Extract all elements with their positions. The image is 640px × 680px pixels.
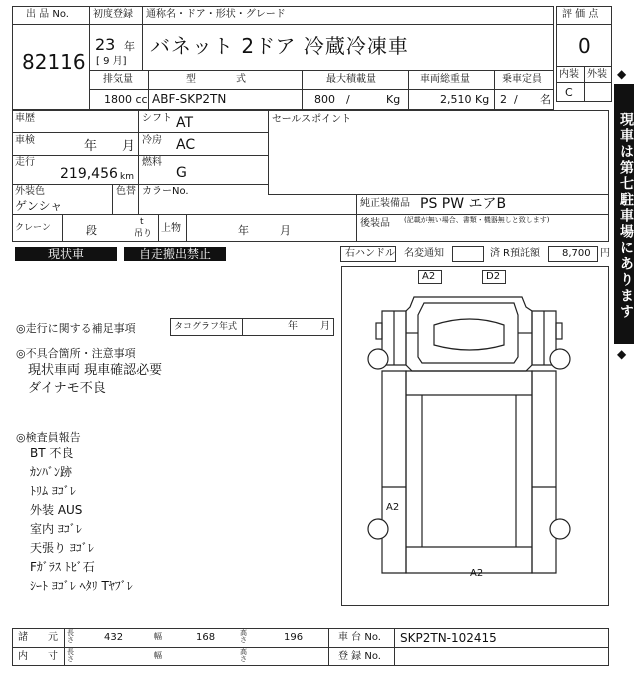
max-load-unit: Kg (386, 93, 401, 106)
interior-grade-label: 内装 (559, 69, 579, 80)
registration-year: 23 (95, 35, 116, 54)
inspection-month-unit: 月 (122, 139, 136, 154)
rating-label: 評 価 点 (562, 9, 599, 20)
inspection-label: 車検 (15, 135, 35, 146)
capacity-value: 2 (500, 93, 507, 106)
ac-value: AC (176, 137, 196, 153)
location-band (614, 84, 634, 344)
damage-diagram (341, 266, 609, 606)
first-registration-label: 初度登録 (93, 9, 133, 20)
color-change-label: 色替 (116, 186, 136, 197)
equipment-label: 純正装備品 (360, 198, 410, 209)
model-label: 型 式 (186, 74, 246, 85)
inspector-heading: ◎検査員報告 (16, 431, 81, 444)
capacity-unit: 名 (540, 93, 551, 106)
upper-body-label: 上物 (161, 223, 181, 234)
self-drive-banned-banner: 自走搬出禁止 (124, 247, 226, 261)
defect-item: ダイナモ不良 (28, 381, 106, 396)
dimensions-label: 諸 元 (18, 632, 58, 643)
tachograph-month: 月 (320, 321, 330, 332)
name-change-label: 名変通知 (404, 248, 444, 259)
damage-mark: A2 (470, 568, 484, 579)
inspector-item: 室内 ﾖｺﾞﾚ (30, 522, 82, 536)
shift-value: AT (176, 115, 194, 131)
defects-heading: ◎不具合箇所・注意事項 (16, 347, 136, 360)
side-diamond-bottom: ◆ (617, 347, 627, 361)
displacement-value: 1800 cc (104, 93, 148, 106)
max-load-label: 最大積載量 (326, 74, 376, 85)
registration-month: [ 9 月] (96, 56, 127, 67)
mileage-label: 走行 (15, 157, 35, 168)
defect-item: 現状車両 現車確認必要 (28, 363, 163, 378)
length-value: 432 (104, 632, 124, 643)
fuel-label: 燃料 (142, 157, 162, 168)
crane-steps: 段 (86, 224, 97, 237)
sales-point-label: セールスポイント (272, 114, 352, 125)
registration-year-unit: 年 (124, 40, 135, 53)
supplement-heading: ◎走行に関する補足事項 (16, 322, 136, 335)
damage-mark: A2 (422, 271, 436, 282)
as-is-banner: 現状車 (15, 247, 117, 261)
damage-mark: D2 (486, 271, 501, 282)
crane-tons-top: t (140, 217, 144, 227)
exterior-color-label: 外装色 (15, 186, 45, 197)
interior-dims-label: 内 寸 (18, 651, 58, 662)
inspection-year-unit: 年 (84, 139, 98, 154)
rating-value: 0 (578, 34, 591, 58)
recycle-prefix: 済 (490, 248, 500, 259)
vehicle-name-label: 通称名・ドア・形状・グレード (146, 9, 286, 20)
interior-grade: C (565, 86, 573, 99)
aftermarket-note: (記載が無い場合、書類・機器無しと致します) (404, 216, 550, 224)
mileage-value: 219,456 (60, 166, 118, 182)
recycle-value: 8,700 (562, 248, 591, 259)
interior-length-label: 長さ (67, 648, 74, 663)
interior-height-label: 高さ (240, 648, 247, 663)
aftermarket-label: 後装品 (360, 218, 390, 229)
chassis-label: 車 台 No. (338, 632, 381, 643)
location-text: 現車は第七駐車場にあります (618, 112, 634, 320)
upper-body-year: 年 (238, 224, 249, 237)
max-load-value: 800 (314, 93, 335, 106)
vehicle-name: バネット 2ドア 冷蔵冷凍車 (150, 34, 409, 58)
height-value: 196 (284, 632, 304, 643)
max-load-slash: / (346, 93, 350, 106)
crane-label: クレーン (15, 223, 51, 233)
registration-number-label: 登 録 No. (338, 651, 381, 662)
recycle-unit: 円 (600, 248, 610, 259)
exterior-grade-label: 外装 (587, 69, 607, 80)
mileage-unit: km (120, 172, 134, 182)
capacity-label: 乗車定員 (502, 74, 542, 85)
width-label: 幅 (154, 632, 162, 641)
displacement-label: 排気量 (103, 74, 133, 85)
capacity-slash: / (514, 93, 518, 106)
gross-weight-value: 2,510 Kg (440, 93, 490, 106)
damage-mark: A2 (386, 502, 400, 513)
equipment-value: PS PW エアB (420, 196, 507, 212)
lot-label: 出 品 No. (26, 9, 69, 20)
color-code-label: カラーNo. (142, 186, 189, 197)
crane-tons: 吊り (134, 229, 153, 239)
gross-weight-label: 車両総重量 (420, 74, 470, 85)
lot-number: 82116 (22, 50, 86, 74)
ac-label: 冷房 (142, 135, 162, 146)
model-code: ABF-SKP2TN (152, 92, 227, 106)
fuel-value: G (176, 165, 187, 181)
name-change-box (452, 246, 484, 262)
width-value: 168 (196, 632, 216, 643)
tachograph-label: タコグラフ年式 (174, 322, 238, 332)
tachograph-year: 年 (288, 321, 298, 332)
inspector-item: ｼｰﾄ ﾖｺﾞﾚ ﾍﾀﾘ Tﾔﾌﾞﾚ (30, 579, 133, 593)
inspector-item: 天張り ﾖｺﾞﾚ (30, 541, 94, 555)
side-diamond-top: ◆ (617, 67, 627, 81)
length-label: 長さ (67, 629, 74, 644)
chassis-value: SKP2TN-102415 (400, 631, 497, 645)
inspector-item: BT 不良 (30, 446, 74, 460)
height-label: 高さ (240, 629, 247, 644)
recycle-label: R預託額 (503, 248, 540, 259)
inspector-item: ｶﾝﾊﾞﾝ跡 (30, 465, 73, 479)
shift-label: シフト (142, 113, 172, 124)
inspector-item: 外装 AUS (30, 503, 83, 517)
upper-body-month: 月 (280, 224, 291, 237)
inspector-item: Fｶﾞﾗｽ ﾄﾋﾞ石 (30, 560, 95, 574)
inspector-item: ﾄﾘﾑ ﾖｺﾞﾚ (30, 484, 76, 498)
exterior-color: ゲンシャ (15, 199, 63, 213)
truck-outline (342, 267, 608, 605)
interior-width-label: 幅 (154, 651, 162, 660)
history-label: 車歴 (15, 113, 35, 124)
right-hand-label: 右ハンドル (345, 248, 395, 259)
